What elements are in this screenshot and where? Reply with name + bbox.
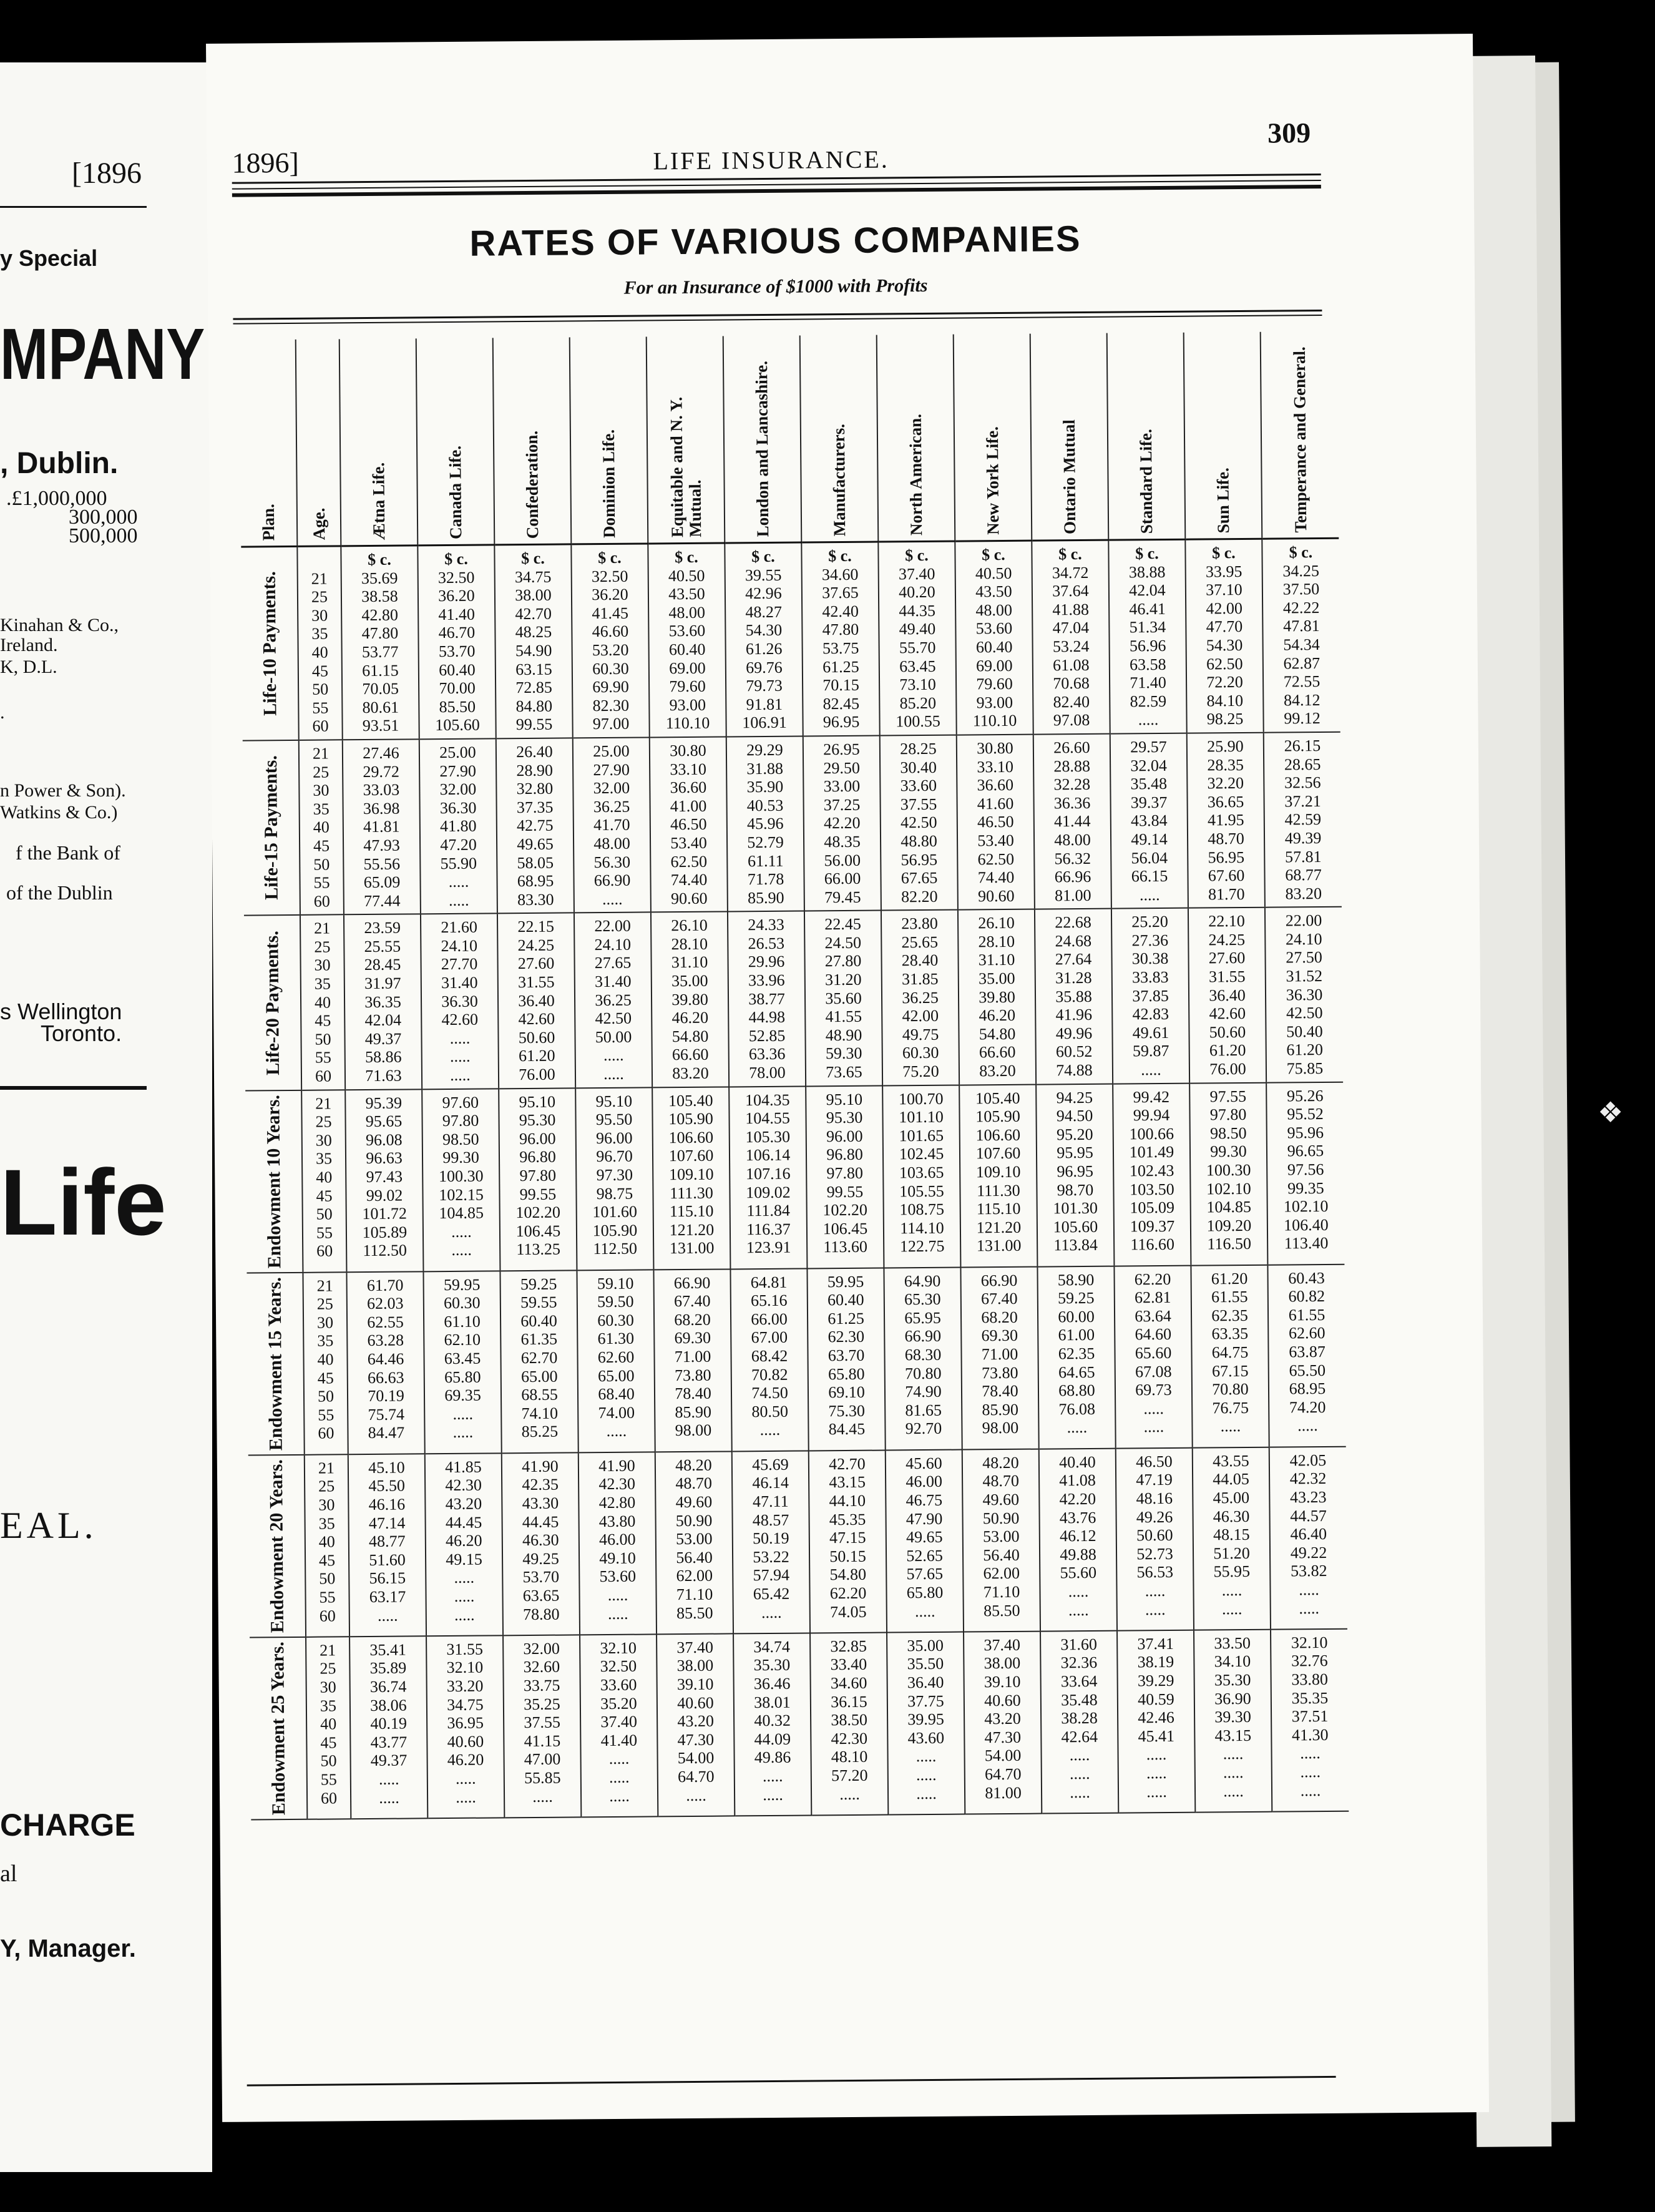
plan-label: Life-15 Payments. bbox=[260, 755, 282, 901]
company-header: Standard Life. bbox=[1107, 333, 1186, 540]
rate-cell bbox=[1117, 1630, 1195, 1813]
rate-values: 59.10 59.50 60.30 61.30 62.60 65.00 68.40 74.00 ..... bbox=[597, 1274, 635, 1441]
rate-values: 97.60 97.80 98.50 99.30 100.30 102.15 104.85 ..... ..... bbox=[438, 1093, 484, 1260]
units-label: $ c. bbox=[905, 546, 929, 565]
left-page-line: n Power & Son). bbox=[0, 780, 126, 801]
rate-cell bbox=[803, 735, 881, 911]
rate-cell bbox=[1271, 1629, 1349, 1812]
plan-label: Life-10 Payments. bbox=[258, 571, 281, 717]
rate-values: 97.55 97.80 98.50 99.30 100.30 102.10 104.85 109.20 116.50 bbox=[1206, 1087, 1252, 1253]
plan-section-row bbox=[243, 732, 1342, 916]
plan-section-row bbox=[244, 907, 1343, 1090]
rate-values: $ c. 38.88 42.04 46.41 51.34 56.96 63.58 71.40 82.59 ..... bbox=[1109, 544, 1186, 730]
units-label: $ c. bbox=[1289, 543, 1313, 562]
table-subtitle: For an Insurance of $1000 with Profits bbox=[623, 275, 928, 298]
rate-values: 23.59 25.55 28.45 31.97 36.35 42.04 49.37 58.86 71.63 bbox=[364, 918, 402, 1085]
rate-values: 45.10 45.50 46.16 47.14 48.77 51.60 56.15 63.17 ..... bbox=[368, 1458, 406, 1625]
plan-cell bbox=[250, 1637, 307, 1820]
rate-values: 48.20 48.70 49.60 50.90 53.00 56.40 62.00 71.10 85.50 bbox=[982, 1453, 1020, 1620]
left-page-line: , Dublin. bbox=[0, 447, 119, 480]
left-page-rule bbox=[0, 1086, 147, 1090]
age-list: 21 25 30 35 40 45 50 55 60 bbox=[318, 1459, 336, 1625]
rate-cell bbox=[497, 913, 575, 1089]
rate-cell bbox=[573, 737, 651, 913]
rate-cell bbox=[804, 911, 882, 1086]
left-facing-page bbox=[0, 62, 212, 2172]
rate-values: 42.05 42.32 43.23 44.57 46.40 49.22 53.82 ..... ..... bbox=[1289, 1451, 1327, 1617]
left-page-line: Watkins & Co.) bbox=[0, 802, 118, 823]
rate-values: 35.00 35.50 36.40 37.75 39.95 43.60 ..... ..... ..... bbox=[907, 1636, 945, 1803]
company-header: New York Life. bbox=[954, 334, 1032, 541]
rate-values: $ c. 40.50 43.50 48.00 53.60 60.40 69.00 79.60 93.00 110.10 bbox=[648, 548, 725, 733]
rate-values: 64.90 65.30 65.95 66.90 68.30 70.80 74.90 81.65 92.70 bbox=[904, 1271, 942, 1438]
left-page-line: f the Bank of bbox=[16, 841, 120, 864]
plan-cell bbox=[245, 1090, 303, 1273]
rate-cell bbox=[417, 545, 496, 739]
rate-cell bbox=[1037, 1266, 1115, 1449]
age-list: 21 25 30 35 40 45 50 55 60 bbox=[311, 569, 329, 736]
rate-cell bbox=[964, 1631, 1042, 1814]
rate-values: 26.15 28.65 32.56 37.21 42.59 49.39 57.81 68.77 83.20 bbox=[1284, 736, 1322, 903]
company-header: Dominion Life. bbox=[570, 336, 648, 544]
rate-values: 45.69 46.14 47.11 48.57 50.19 53.22 57.94 65.42 ..... bbox=[752, 1455, 790, 1622]
rate-cell bbox=[494, 544, 572, 738]
rate-cell bbox=[571, 544, 649, 738]
rate-values: $ c. 35.69 38.58 42.80 47.80 53.77 61.15 70.05 80.61 93.51 bbox=[341, 550, 418, 735]
running-head-year: 1896] bbox=[232, 146, 300, 179]
rate-cell bbox=[1116, 1447, 1194, 1630]
plan-label: Life-20 Payments. bbox=[261, 930, 283, 1075]
rate-values: 35.41 35.89 36.74 38.06 40.19 43.77 49.37 ..... ..... bbox=[369, 1640, 408, 1807]
rate-values: 22.15 24.25 27.60 31.55 36.40 42.60 50.60 61.20 76.00 bbox=[517, 917, 555, 1084]
table-title: RATES OF VARIOUS COMPANIES bbox=[469, 218, 1081, 264]
plan-header: Plan. bbox=[240, 340, 298, 547]
rate-cell bbox=[579, 1452, 657, 1635]
left-page-line: of the Dublin bbox=[6, 881, 113, 904]
rate-cell bbox=[1189, 1082, 1267, 1265]
age-list: 21 25 30 35 40 45 50 55 60 bbox=[315, 1094, 333, 1261]
rate-cell bbox=[655, 1451, 733, 1634]
age-cell bbox=[299, 740, 344, 915]
plan-section-row bbox=[248, 1446, 1347, 1637]
rate-values: 22.00 24.10 27.65 31.40 36.25 42.50 50.00 ..... ..... bbox=[594, 916, 632, 1084]
rate-cell bbox=[348, 1454, 426, 1637]
rate-cell bbox=[1269, 1446, 1347, 1629]
header-rule bbox=[232, 174, 1321, 184]
rate-cell bbox=[499, 1088, 577, 1271]
rate-values: 42.70 43.15 44.10 45.35 47.15 50.15 54.80 62.20 74.05 bbox=[829, 1454, 867, 1621]
rate-cell bbox=[425, 1453, 503, 1636]
left-page-line: MPANY bbox=[0, 313, 205, 394]
rate-values: 32.85 33.40 34.60 36.15 38.50 42.30 48.10 57.20 ..... bbox=[830, 1637, 868, 1803]
company-header: London and Lancashire. bbox=[723, 336, 802, 543]
company-header: Canada Life. bbox=[416, 338, 495, 545]
age-list: 21 25 30 35 40 45 50 55 60 bbox=[316, 1276, 334, 1443]
plan-label: Endowment 25 Years. bbox=[267, 1641, 290, 1816]
rate-cell bbox=[1035, 909, 1113, 1084]
rate-values: $ c. 34.60 37.65 42.40 47.80 53.75 61.25 70.15 82.45 96.95 bbox=[802, 547, 879, 732]
rate-values: 41.90 42.30 42.80 43.80 46.00 49.10 53.60 ..... ..... bbox=[598, 1456, 637, 1623]
rate-cell bbox=[580, 1634, 658, 1817]
rate-values: 95.10 95.30 96.00 96.80 97.80 99.55 102.20 106.45 113.60 bbox=[823, 1090, 868, 1256]
rate-values: 61.70 62.03 62.55 63.28 64.46 66.63 70.19 75.74 84.47 bbox=[366, 1276, 405, 1442]
book-page bbox=[206, 34, 1489, 2122]
rate-values: $ c. 34.75 38.00 42.70 48.25 54.90 63.15 72.85 84.80 99.55 bbox=[495, 549, 572, 734]
rate-values: 25.00 27.90 32.00 36.25 41.70 48.00 56.30 66.90 ..... bbox=[593, 741, 631, 908]
rate-cell bbox=[1188, 908, 1266, 1083]
rate-cell bbox=[650, 737, 728, 912]
rate-values: 94.25 94.50 95.20 95.95 96.95 98.70 101.30 105.60 113.84 bbox=[1053, 1088, 1098, 1255]
rate-values: 26.40 28.90 32.80 37.35 42.75 49.65 58.05 68.95 83.30 bbox=[516, 742, 554, 909]
rate-cell bbox=[886, 1449, 964, 1632]
rate-values: 26.60 28.88 32.28 36.36 41.44 48.00 56.32 66.96 81.00 bbox=[1053, 738, 1091, 905]
rate-values: 30.80 33.10 36.60 41.60 46.50 53.40 62.50 74.40 90.60 bbox=[977, 738, 1015, 906]
rate-cell bbox=[422, 1089, 500, 1271]
rate-cell bbox=[426, 1635, 504, 1818]
rate-cell bbox=[575, 1087, 653, 1270]
rate-cell bbox=[1039, 1448, 1117, 1631]
age-list: 21 25 30 35 40 45 50 55 60 bbox=[320, 1641, 338, 1808]
rate-values: 95.10 95.30 96.00 96.80 97.80 99.55 102.20 106.45 113.25 bbox=[515, 1092, 561, 1259]
rate-cell bbox=[809, 1450, 887, 1633]
rate-values: 32.10 32.50 33.60 35.20 37.40 41.40 ..... ..... ..... bbox=[600, 1638, 638, 1805]
rate-values: $ c. 32.50 36.20 41.45 46.60 53.20 60.30 69.90 82.30 97.00 bbox=[572, 548, 648, 733]
rate-cell bbox=[1191, 1265, 1269, 1447]
rate-cell bbox=[1264, 732, 1342, 908]
rate-values: 66.90 67.40 68.20 69.30 71.00 73.80 78.40 85.90 98.00 bbox=[980, 1271, 1019, 1437]
age-list: 21 25 30 35 40 45 50 55 60 bbox=[312, 744, 330, 911]
rate-values: 25.20 27.36 30.38 33.83 37.85 42.83 49.61 59.87 ..... bbox=[1131, 913, 1169, 1079]
left-page-line: Y, Manager. bbox=[0, 1935, 136, 1962]
left-page-line: .£1,000,000 bbox=[6, 487, 107, 510]
rate-cell bbox=[882, 1085, 960, 1268]
rate-values: $ c. 34.25 37.50 42.22 47.81 54.34 62.87 72.55 84.12 99.12 bbox=[1262, 543, 1340, 728]
company-header: Confederation. bbox=[493, 337, 572, 544]
rate-values: 66.90 67.40 68.20 69.30 71.00 73.80 78.40 85.90 98.00 bbox=[673, 1273, 712, 1440]
plan-section-row bbox=[241, 538, 1340, 740]
plan-cell bbox=[248, 1455, 306, 1638]
units-label: $ c. bbox=[1135, 544, 1159, 563]
rate-values: 30.80 33.10 36.60 41.00 46.50 53.40 62.50 74.40 90.60 bbox=[670, 741, 708, 908]
rate-values: 28.25 30.40 33.60 37.55 42.50 48.80 56.95 67.65 82.20 bbox=[900, 739, 938, 906]
rate-values: $ c. 34.72 37.64 41.88 47.04 53.24 61.08 70.68 82.40 97.08 bbox=[1032, 545, 1109, 730]
rate-cell bbox=[343, 739, 421, 914]
rate-values: 37.40 38.00 39.10 40.60 43.20 47.30 54.00 64.70 ..... bbox=[676, 1638, 715, 1804]
rate-cell bbox=[419, 738, 497, 914]
age-cell bbox=[303, 1272, 348, 1455]
rate-values: 59.25 59.55 60.40 61.35 62.70 65.00 68.55 74.10 85.25 bbox=[520, 1275, 559, 1441]
plan-label: Endowment 20 Years. bbox=[265, 1459, 288, 1633]
rate-cell bbox=[502, 1452, 580, 1635]
rate-cell bbox=[801, 542, 879, 736]
rate-cell bbox=[1114, 1265, 1192, 1448]
left-page-line: 500,000 bbox=[69, 524, 138, 547]
rate-values: 33.50 34.10 35.30 36.90 39.30 43.15 ..... ..... ..... bbox=[1214, 1633, 1252, 1800]
rate-values: 22.45 24.50 27.80 31.20 35.60 41.55 48.90 59.30 73.65 bbox=[824, 915, 862, 1082]
rate-cell bbox=[1267, 1264, 1345, 1447]
rate-cell bbox=[962, 1449, 1040, 1632]
company-header: Ontario Mutual bbox=[1030, 333, 1109, 541]
rate-values: 22.10 24.25 27.60 31.55 36.40 42.60 50.60 61.20 76.00 bbox=[1208, 912, 1246, 1079]
rate-values: 34.74 35.30 36.46 38.01 40.32 44.09 49.86 ..... ..... bbox=[753, 1637, 791, 1804]
units-label: $ c. bbox=[828, 546, 852, 565]
plan-label: Endowment 10 Years. bbox=[263, 1094, 285, 1269]
left-page-line: Toronto. bbox=[41, 1020, 122, 1046]
rate-cell bbox=[1266, 1082, 1344, 1265]
units-label: $ c. bbox=[598, 548, 622, 567]
rate-values: 29.29 31.88 35.90 40.53 45.96 52.79 61.11 71.78 85.90 bbox=[746, 740, 784, 907]
rate-cell bbox=[503, 1635, 581, 1818]
rate-values: 43.55 44.05 45.00 46.30 48.15 51.20 55.95 ..... ..... bbox=[1213, 1451, 1251, 1618]
rate-cell bbox=[959, 1084, 1037, 1267]
rate-values: 105.40 105.90 106.60 107.60 109.10 111.30 115.10 121.20 131.00 bbox=[668, 1091, 715, 1258]
plan-section-row bbox=[245, 1082, 1344, 1273]
units-label: $ c. bbox=[982, 545, 1005, 564]
rate-values: 62.20 62.81 63.64 64.60 65.60 67.08 69.73 ..... ..... bbox=[1134, 1270, 1172, 1436]
rate-cell bbox=[878, 541, 956, 735]
rate-values: 46.50 47.19 48.16 49.26 50.60 52.73 56.53 ..... ..... bbox=[1136, 1452, 1174, 1618]
rate-values: 25.00 27.90 32.00 36.30 41.80 47.20 55.90 ..... ..... bbox=[439, 743, 477, 909]
age-cell bbox=[300, 915, 345, 1090]
rate-cell bbox=[653, 1269, 731, 1452]
rate-values: $ c. 39.55 42.96 48.27 54.30 61.26 69.76 79.73 91.81 106.91 bbox=[725, 547, 802, 733]
age-header: Age. bbox=[296, 339, 341, 546]
rate-values: 31.60 32.36 33.64 35.48 38.28 42.64 ..... ..... ..... bbox=[1060, 1635, 1098, 1801]
left-page-line: y Special bbox=[0, 245, 98, 271]
left-page-line: EAL. bbox=[0, 1505, 97, 1546]
age-cell bbox=[297, 546, 342, 740]
rate-cell bbox=[574, 913, 652, 1088]
running-head-title: LIFE INSURANCE. bbox=[653, 145, 890, 175]
rate-cell bbox=[651, 912, 729, 1087]
rates-table bbox=[240, 331, 1349, 1821]
rate-values: 37.40 38.00 39.10 40.60 43.20 47.30 54.00 64.70 81.00 bbox=[984, 1635, 1022, 1802]
age-list: 21 25 30 35 40 45 50 55 60 bbox=[314, 919, 332, 1085]
rate-values: 61.20 61.55 62.35 63.35 64.75 67.15 70.80 76.75 ..... bbox=[1211, 1269, 1249, 1436]
rate-cell bbox=[1113, 1083, 1191, 1266]
rate-values: 105.40 105.90 106.60 107.60 109.10 111.30 115.10 121.20 131.00 bbox=[975, 1089, 1022, 1255]
rate-cell bbox=[1185, 539, 1263, 733]
rate-cell bbox=[1193, 1447, 1271, 1630]
left-page-header: [1896 bbox=[72, 157, 142, 190]
left-page-line: 300,000 bbox=[69, 506, 138, 529]
rate-values: $ c. 37.40 40.20 44.35 49.40 55.70 63.45 73.10 85.20 100.55 bbox=[879, 546, 955, 732]
units-label: $ c. bbox=[368, 550, 391, 569]
rate-cell bbox=[1187, 733, 1265, 908]
rate-cell bbox=[657, 1633, 735, 1816]
rate-values: 59.95 60.30 61.10 62.10 63.45 65.80 69.35 ..... ..... bbox=[443, 1275, 481, 1442]
rate-cell bbox=[1111, 908, 1189, 1084]
rate-cell bbox=[349, 1636, 427, 1819]
rate-cell bbox=[341, 546, 419, 740]
age-cell bbox=[305, 1454, 349, 1637]
rate-cell bbox=[1033, 734, 1111, 909]
rate-values: 26.10 28.10 31.10 35.00 39.80 46.20 54.80 66.60 83.20 bbox=[671, 916, 709, 1083]
company-header: North American. bbox=[877, 335, 955, 542]
company-header: Equitable and N. Y. Mutual. bbox=[647, 336, 725, 544]
rate-cell bbox=[725, 542, 803, 737]
rate-values: 64.81 65.16 66.00 67.00 68.42 70.82 74.50 80.50 ..... bbox=[750, 1273, 789, 1439]
units-label: $ c. bbox=[1212, 544, 1236, 562]
rate-cell bbox=[955, 541, 1033, 735]
rate-cell bbox=[884, 1267, 962, 1450]
rate-values: 26.95 29.50 33.00 37.25 42.20 48.35 56.00 66.00 79.45 bbox=[823, 740, 861, 906]
left-page-line: Ireland. bbox=[0, 635, 58, 655]
rate-values: 41.85 42.30 43.20 44.45 46.20 49.15 ..... ..... ..... bbox=[445, 1457, 482, 1624]
rate-values: 25.90 28.35 32.20 36.65 41.95 48.70 56.95 67.60 81.70 bbox=[1207, 737, 1245, 904]
rate-values: 60.43 60.82 61.55 62.60 63.87 65.50 68.95 74.20 ..... bbox=[1288, 1268, 1326, 1435]
page-number: 309 bbox=[1267, 117, 1311, 149]
company-header: Temperance and General. bbox=[1261, 331, 1339, 539]
rate-values: 37.41 38.19 39.29 40.59 42.46 45.41 ..... ..... ..... bbox=[1137, 1634, 1175, 1801]
units-label: $ c. bbox=[521, 549, 545, 568]
rate-cell bbox=[1194, 1629, 1272, 1812]
left-page-line: Life bbox=[0, 1150, 167, 1255]
rate-cell bbox=[496, 738, 574, 913]
rate-cell bbox=[960, 1266, 1038, 1449]
rate-values: 104.35 104.55 105.30 106.14 107.16 109.02 111.84 116.37 123.91 bbox=[745, 1090, 791, 1257]
rate-values: 58.90 59.25 60.00 61.00 62.35 64.65 68.80 76.08 ..... bbox=[1057, 1270, 1096, 1437]
title-rule bbox=[233, 315, 1322, 325]
rate-cell bbox=[577, 1270, 655, 1452]
rate-values: 26.10 28.10 31.10 35.00 39.80 46.20 54.80 66.60 83.20 bbox=[978, 914, 1016, 1080]
rate-cell bbox=[810, 1632, 888, 1815]
age-cell bbox=[301, 1090, 346, 1273]
rate-cell bbox=[728, 911, 806, 1087]
rate-cell bbox=[346, 1271, 424, 1454]
company-header: Ætna Life. bbox=[339, 338, 418, 546]
rate-cell bbox=[1262, 538, 1340, 732]
scan-mark: ❖ bbox=[1598, 1097, 1624, 1128]
units-label: $ c. bbox=[675, 547, 698, 567]
rate-cell bbox=[1110, 733, 1188, 909]
rate-values: 27.46 29.72 33.03 36.98 41.81 47.93 55.56 65.09 77.44 bbox=[363, 743, 401, 910]
rate-values: 31.55 32.10 33.20 34.75 36.95 40.60 46.20 ..... ..... bbox=[446, 1640, 484, 1806]
units-label: $ c. bbox=[1058, 545, 1082, 564]
rate-cell bbox=[732, 1451, 810, 1633]
rate-values: 40.40 41.08 42.20 43.76 46.12 49.88 55.60 ..... ..... bbox=[1059, 1452, 1097, 1619]
left-page-line: Kinahan & Co., bbox=[0, 615, 119, 635]
rate-values: 48.20 48.70 49.60 50.90 53.00 56.40 62.00 71.10 85.50 bbox=[675, 1456, 713, 1622]
rate-values: 41.90 42.35 43.30 44.45 46.30 49.25 53.70 63.65 78.80 bbox=[522, 1457, 560, 1623]
plan-label: Endowment 15 Years. bbox=[264, 1276, 286, 1451]
rate-cell bbox=[652, 1087, 730, 1270]
rate-values: 45.60 46.00 46.75 47.90 49.65 52.65 57.65 65.80 ..... bbox=[906, 1454, 944, 1620]
rate-cell bbox=[1032, 540, 1110, 734]
rate-values: 95.10 95.50 96.00 96.70 97.30 98.75 101.60 105.90 112.50 bbox=[592, 1092, 638, 1258]
header-row bbox=[240, 331, 1339, 547]
rate-values: 100.70 101.10 101.65 102.45 103.65 105.55 108.75 114.10 122.75 bbox=[898, 1089, 945, 1256]
rate-cell bbox=[730, 1268, 808, 1451]
rate-values: 23.80 25.65 28.40 31.85 36.25 42.00 49.75 60.30 75.20 bbox=[901, 914, 939, 1081]
plan-cell bbox=[241, 546, 298, 740]
rate-cell bbox=[421, 914, 499, 1089]
left-page-line: CHARGE bbox=[0, 1808, 135, 1843]
plan-cell bbox=[244, 915, 301, 1090]
rate-values: $ c. 33.95 37.10 42.00 47.70 54.30 62.50 72.20 84.10 98.25 bbox=[1186, 544, 1262, 729]
rate-values: 59.95 60.40 61.25 62.30 63.70 65.80 69.10 75.30 84.45 bbox=[827, 1272, 866, 1439]
units-label: $ c. bbox=[444, 549, 468, 569]
company-header: Manufacturers. bbox=[800, 335, 879, 542]
rate-cell bbox=[1265, 907, 1343, 1082]
rate-cell bbox=[881, 910, 959, 1085]
rate-cell bbox=[726, 736, 804, 911]
rate-cell bbox=[648, 543, 726, 737]
rate-values: 22.00 24.10 27.50 31.52 36.30 42.50 50.40 61.20 75.85 bbox=[1285, 911, 1324, 1078]
plan-section-row bbox=[250, 1629, 1349, 1820]
rate-cell bbox=[733, 1633, 811, 1816]
rate-cell bbox=[887, 1632, 965, 1814]
rate-cell bbox=[957, 735, 1035, 910]
rate-cell bbox=[500, 1270, 578, 1453]
rate-cell bbox=[958, 909, 1036, 1085]
rate-values: 32.10 32.76 33.80 35.35 37.51 41.30 ..... ..... ..... bbox=[1291, 1633, 1329, 1799]
rate-cell bbox=[1108, 539, 1186, 733]
rate-cell bbox=[1036, 1084, 1114, 1266]
rate-values: 32.00 32.60 33.75 35.25 37.55 41.15 47.00 55.85 ..... bbox=[523, 1639, 561, 1806]
rate-values: $ c. 40.50 43.50 48.00 53.60 60.40 69.00 79.60 93.00 110.10 bbox=[955, 546, 1032, 731]
bottom-rule bbox=[247, 2076, 1336, 2087]
plan-section-row bbox=[247, 1264, 1345, 1455]
rate-cell bbox=[344, 914, 422, 1090]
rate-cell bbox=[880, 735, 958, 911]
rate-cell bbox=[1040, 1630, 1118, 1813]
rate-values: $ c. 32.50 36.20 41.40 46.70 53.70 60.40 70.00 85.50 105.60 bbox=[418, 549, 495, 735]
plan-cell bbox=[243, 740, 300, 916]
rate-values: 95.39 95.65 96.08 96.63 97.43 99.02 101.72 105.89 112.50 bbox=[362, 1094, 408, 1260]
age-cell bbox=[306, 1637, 351, 1819]
left-page-line: al bbox=[0, 1861, 17, 1887]
rate-values: 24.33 26.53 29.96 33.96 38.77 44.98 52.85 63.36 78.00 bbox=[748, 916, 786, 1082]
units-label: $ c. bbox=[751, 547, 775, 566]
rate-values: 29.57 32.04 35.48 39.37 43.84 49.14 56.04 66.15 ..... bbox=[1130, 737, 1168, 904]
rate-cell bbox=[423, 1271, 501, 1454]
company-header: Sun Life. bbox=[1184, 332, 1262, 539]
left-page-line: K, D.L. bbox=[0, 657, 57, 677]
left-page-line: . bbox=[0, 702, 5, 723]
rate-values: 22.68 24.68 27.64 31.28 35.88 41.96 49.96 60.52 74.88 bbox=[1055, 913, 1093, 1080]
plan-cell bbox=[247, 1273, 304, 1456]
rate-cell bbox=[345, 1089, 423, 1272]
left-page-line: s Wellington bbox=[0, 999, 122, 1024]
rate-cell bbox=[729, 1086, 807, 1269]
rate-cell bbox=[807, 1268, 885, 1451]
rate-values: 21.60 24.10 27.70 31.40 36.30 42.60 ..... ..... ..... bbox=[441, 918, 479, 1085]
rate-cell bbox=[806, 1085, 884, 1268]
rate-values: 99.42 99.94 100.66 101.49 102.43 103.50 105.09 109.37 116.60 bbox=[1129, 1087, 1175, 1254]
rate-values: 95.26 95.52 95.96 96.65 97.56 99.35 102.10 106.40 113.40 bbox=[1283, 1086, 1329, 1253]
